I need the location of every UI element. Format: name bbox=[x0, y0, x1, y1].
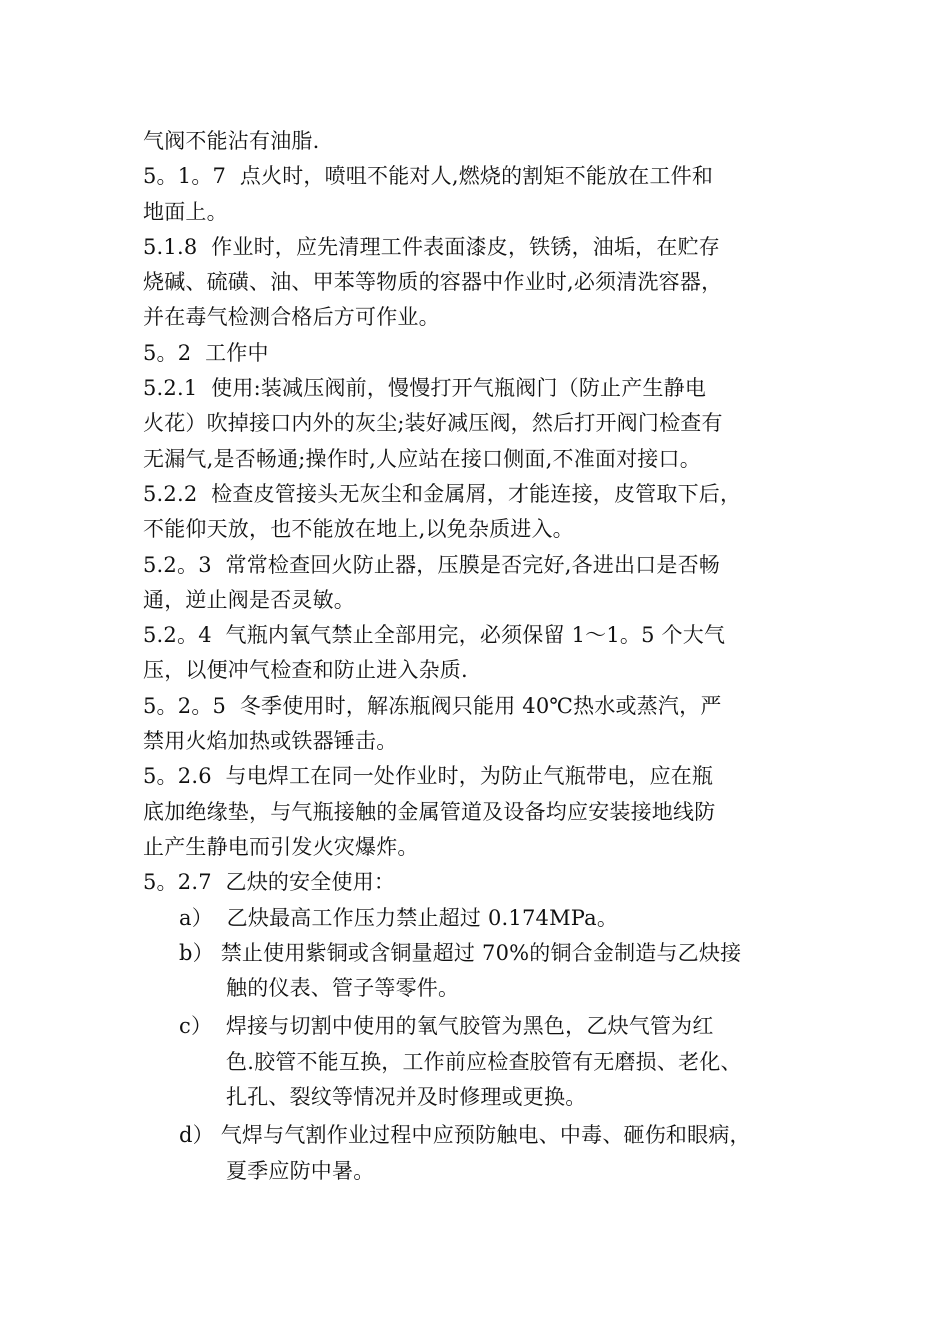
text-line: 压，以便冲气检查和防止进入杂质. bbox=[143, 658, 468, 683]
list-item-text: 气焊与气割作业过程中应预防触电、中毒、砸伤和眼病， bbox=[220, 1123, 751, 1148]
list-item-text: 禁止使用紫铜或含铜量超过 70%的铜合金制造与乙炔接 bbox=[220, 940, 742, 965]
list-marker: b） bbox=[179, 940, 214, 965]
list-marker: a） bbox=[179, 905, 213, 930]
section-heading-5-2: 5。2 工作中 bbox=[143, 340, 269, 365]
document-body bbox=[143, 124, 833, 1189]
text-line: 无漏气,是否畅通;操作时,人应站在接口侧面,不准面对接口。 bbox=[143, 446, 701, 471]
clause-5-1-8: 5.1.8 作业时，应先清理工件表面漆皮，铁锈，油垢，在贮存 bbox=[143, 234, 720, 259]
list-item-text: 扎孔、裂纹等情况并及时修理或更换。 bbox=[226, 1085, 587, 1110]
clause-5-1-7: 5。1。7 点火时，喷咀不能对人,燃烧的割矩不能放在工件和 bbox=[143, 164, 714, 189]
list-item-d bbox=[143, 1118, 833, 1189]
clause-5-2-6: 5。2.6 与电焊工在同一处作业时，为防止气瓶带电，应在瓶 bbox=[143, 764, 714, 789]
text-line: 不能仰天放，也不能放在地上,以免杂质进入。 bbox=[143, 517, 574, 542]
list-marker: c） bbox=[179, 1014, 213, 1039]
text-line: 并在毒气检测合格后方可作业。 bbox=[143, 305, 440, 330]
text-line: 底加绝缘垫，与气瓶接触的金属管道及设备均应安装接地线防 bbox=[143, 799, 716, 824]
clause-5-2-1: 5.2.1 使用:装减压阀前，慢慢打开气瓶阀门（防止产生静电 bbox=[143, 376, 707, 401]
clause-5-2-2: 5.2.2 检查皮管接头无灰尘和金属屑，才能连接，皮管取下后， bbox=[143, 481, 742, 506]
text-line: 通，逆止阀是否灵敏。 bbox=[143, 587, 355, 612]
list-item-text: 触的仪表、管子等零件。 bbox=[226, 976, 460, 1001]
clause-5-2-7: 5。2.7 乙炔的安全使用： bbox=[143, 870, 396, 895]
list-marker: d） bbox=[179, 1123, 214, 1148]
list-item-text: 焊接与切割中使用的氧气胶管为黑色，乙炔气管为红 bbox=[212, 1014, 714, 1039]
text-line: 气阀不能沾有油脂. bbox=[143, 129, 320, 153]
list-item-text: 夏季应防中暑。 bbox=[226, 1158, 375, 1183]
text-line: 禁用火焰加热或铁器锤击。 bbox=[143, 729, 398, 754]
clause-5-2-3: 5.2。3 常常检查回火防止器，压膜是否完好,各进出口是否畅 bbox=[143, 552, 720, 577]
list-item-b bbox=[143, 936, 833, 1007]
text-line: 烧碱、硫磺、油、甲苯等物质的容器中作业时,必须清洗容器， bbox=[143, 270, 723, 295]
list-item-text: 色.胶管不能互换，工作前应检查胶管有无磨损、老化、 bbox=[226, 1049, 742, 1074]
list-item-text: 乙炔最高工作压力禁止超过 0.174MPa。 bbox=[212, 905, 619, 930]
list-item-a bbox=[143, 901, 833, 936]
text-line: 火花）吹掉接口内外的灰尘;装好减压阀，然后打开阀门检查有 bbox=[143, 411, 723, 436]
text-line: 地面上。 bbox=[143, 199, 228, 224]
clause-5-2-5: 5。2。5 冬季使用时，解冻瓶阀只能用 40℃热水或蒸汽，严 bbox=[143, 693, 722, 718]
list-item-c bbox=[143, 1009, 833, 1115]
text-line: 止产生静电而引发火灾爆炸。 bbox=[143, 834, 419, 859]
clause-5-2-4: 5.2。4 气瓶内氧气禁止全部用完，必须保留 1～1。5 个大气 bbox=[143, 623, 726, 648]
